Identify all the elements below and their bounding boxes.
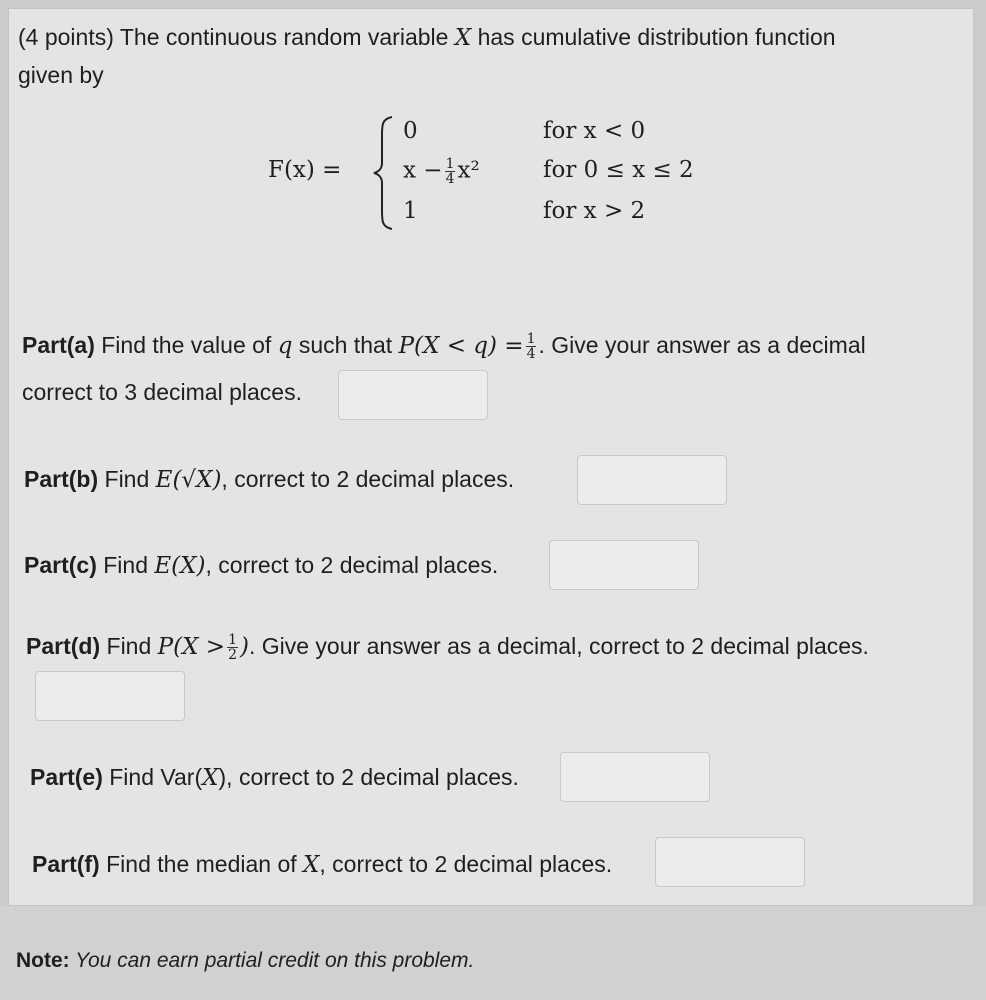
cdf-case-2-cond: for 0 ≤ x ≤ 2 [543, 157, 694, 183]
partial-credit-note: Note: You can earn partial credit on this problem. [16, 949, 475, 972]
cdf-case-3-expr: 1 [403, 198, 418, 224]
cdf-case-1-cond: for x < 0 [543, 118, 646, 144]
part-d-question: Part(d) Find P(X > $\frac{1}{2}$ ). Give your answer as a decimal, correct to 2 decimal places. [26, 632, 869, 664]
cdf-case-1-expr: 0 [403, 118, 418, 144]
part-a-question-line2: correct to 3 decimal places. [22, 379, 302, 405]
part-a-answer-input[interactable] [338, 370, 488, 420]
part-e-answer-input[interactable] [560, 752, 710, 802]
part-c-question: Part(c) Find E(X), correct to 2 decimal places. [24, 552, 499, 579]
part-e-question: Part(e) Find Var(X), correct to 2 decimal places. [30, 764, 519, 791]
cdf-lhs: F(x) = [268, 157, 342, 183]
cdf-case-3-cond: for x > 2 [543, 198, 646, 224]
left-brace-icon [372, 115, 394, 231]
part-c-answer-input[interactable] [549, 540, 699, 590]
part-d-answer-input[interactable] [35, 671, 185, 721]
cdf-case-2-expr: x − $\frac{1}{4}$ x² [403, 156, 480, 187]
problem-statement-line2: given by [18, 62, 104, 88]
part-f-answer-input[interactable] [655, 837, 805, 887]
problem-statement-line1: (4 points) The continuous random variable X has cumulative distribution function [18, 24, 836, 51]
part-b-answer-input[interactable] [577, 455, 727, 505]
part-b-question: Part(b) Find E(√X), correct to 2 decimal places. [24, 466, 515, 493]
part-a-question: Part(a) Find the value of q such that P(X < q) = $\frac{1}{4}$ . Give your answer as a decimal [22, 331, 866, 363]
part-f-question: Part(f) Find the median of X, correct to 2 decimal places. [32, 851, 613, 878]
